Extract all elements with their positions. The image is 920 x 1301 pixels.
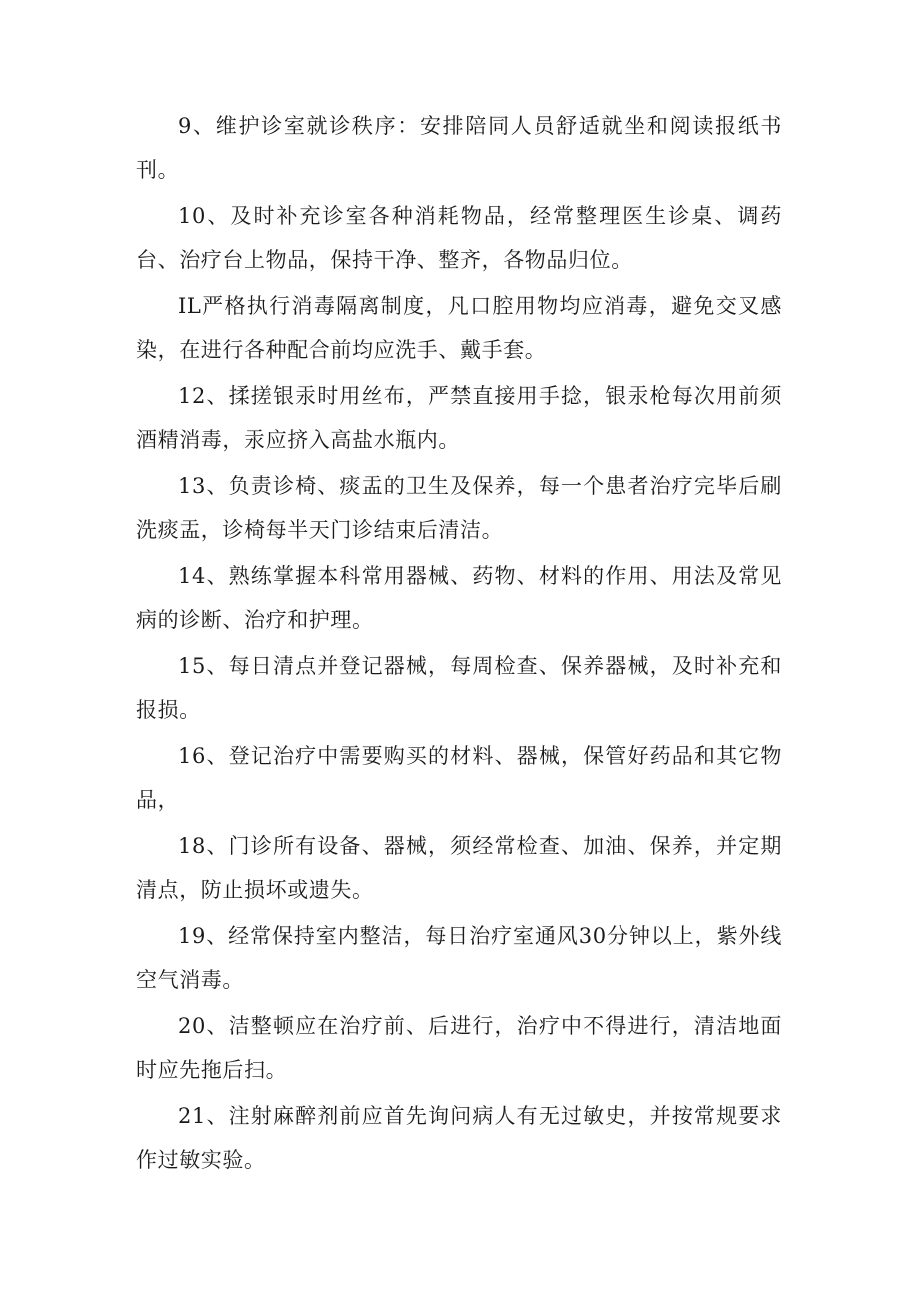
paragraph-item-15: 15、每日清点并登记器械，每周检查、保养器械，及时补充和报损。	[136, 654, 782, 722]
paragraph-item-20: 20、洁整顿应在治疗前、后进行，治疗中不得进行，清洁地面时应先拖后扫。	[136, 1014, 782, 1082]
paragraph-item-12: 12、揉搓银汞时用丝布，严禁直接用手捻，银汞枪每次用前须酒精消毒，汞应挤入高盐水瓶内。	[136, 384, 782, 452]
paragraph-item-16: 16、登记治疗中需要购买的材料、器械，保管好药品和其它物品，	[136, 744, 782, 812]
paragraph-item-19: 19、经常保持室内整洁，每日治疗室通风30分钟以上，紫外线空气消毒。	[136, 924, 782, 992]
paragraph-item-18: 18、门诊所有设备、器械，须经常检查、加油、保养，并定期清点，防止损坏或遗失。	[136, 834, 782, 902]
paragraph-item-11: IL严格执行消毒隔离制度，凡口腔用物均应消毒，避免交叉感染，在进行各种配合前均应洗手、戴手套。	[136, 294, 782, 362]
paragraph-item-9: 9、维护诊室就诊秩序：安排陪同人员舒适就坐和阅读报纸书刊。	[136, 114, 782, 182]
paragraph-item-21: 21、注射麻醉剂前应首先询问病人有无过敏史，并按常规要求作过敏实验。	[136, 1104, 782, 1172]
paragraph-item-13: 13、负责诊椅、痰盂的卫生及保养，每一个患者治疗完毕后刷洗痰盂，诊椅每半天门诊结束后清洁。	[136, 474, 782, 542]
paragraph-item-14: 14、熟练掌握本科常用器械、药物、材料的作用、用法及常见病的诊断、治疗和护理。	[136, 564, 782, 632]
paragraph-item-10: 10、及时补充诊室各种消耗物品，经常整理医生诊桌、调药台、治疗台上物品，保持干净、整齐，各物品归位。	[136, 204, 782, 272]
document-body	[136, 104, 782, 1182]
